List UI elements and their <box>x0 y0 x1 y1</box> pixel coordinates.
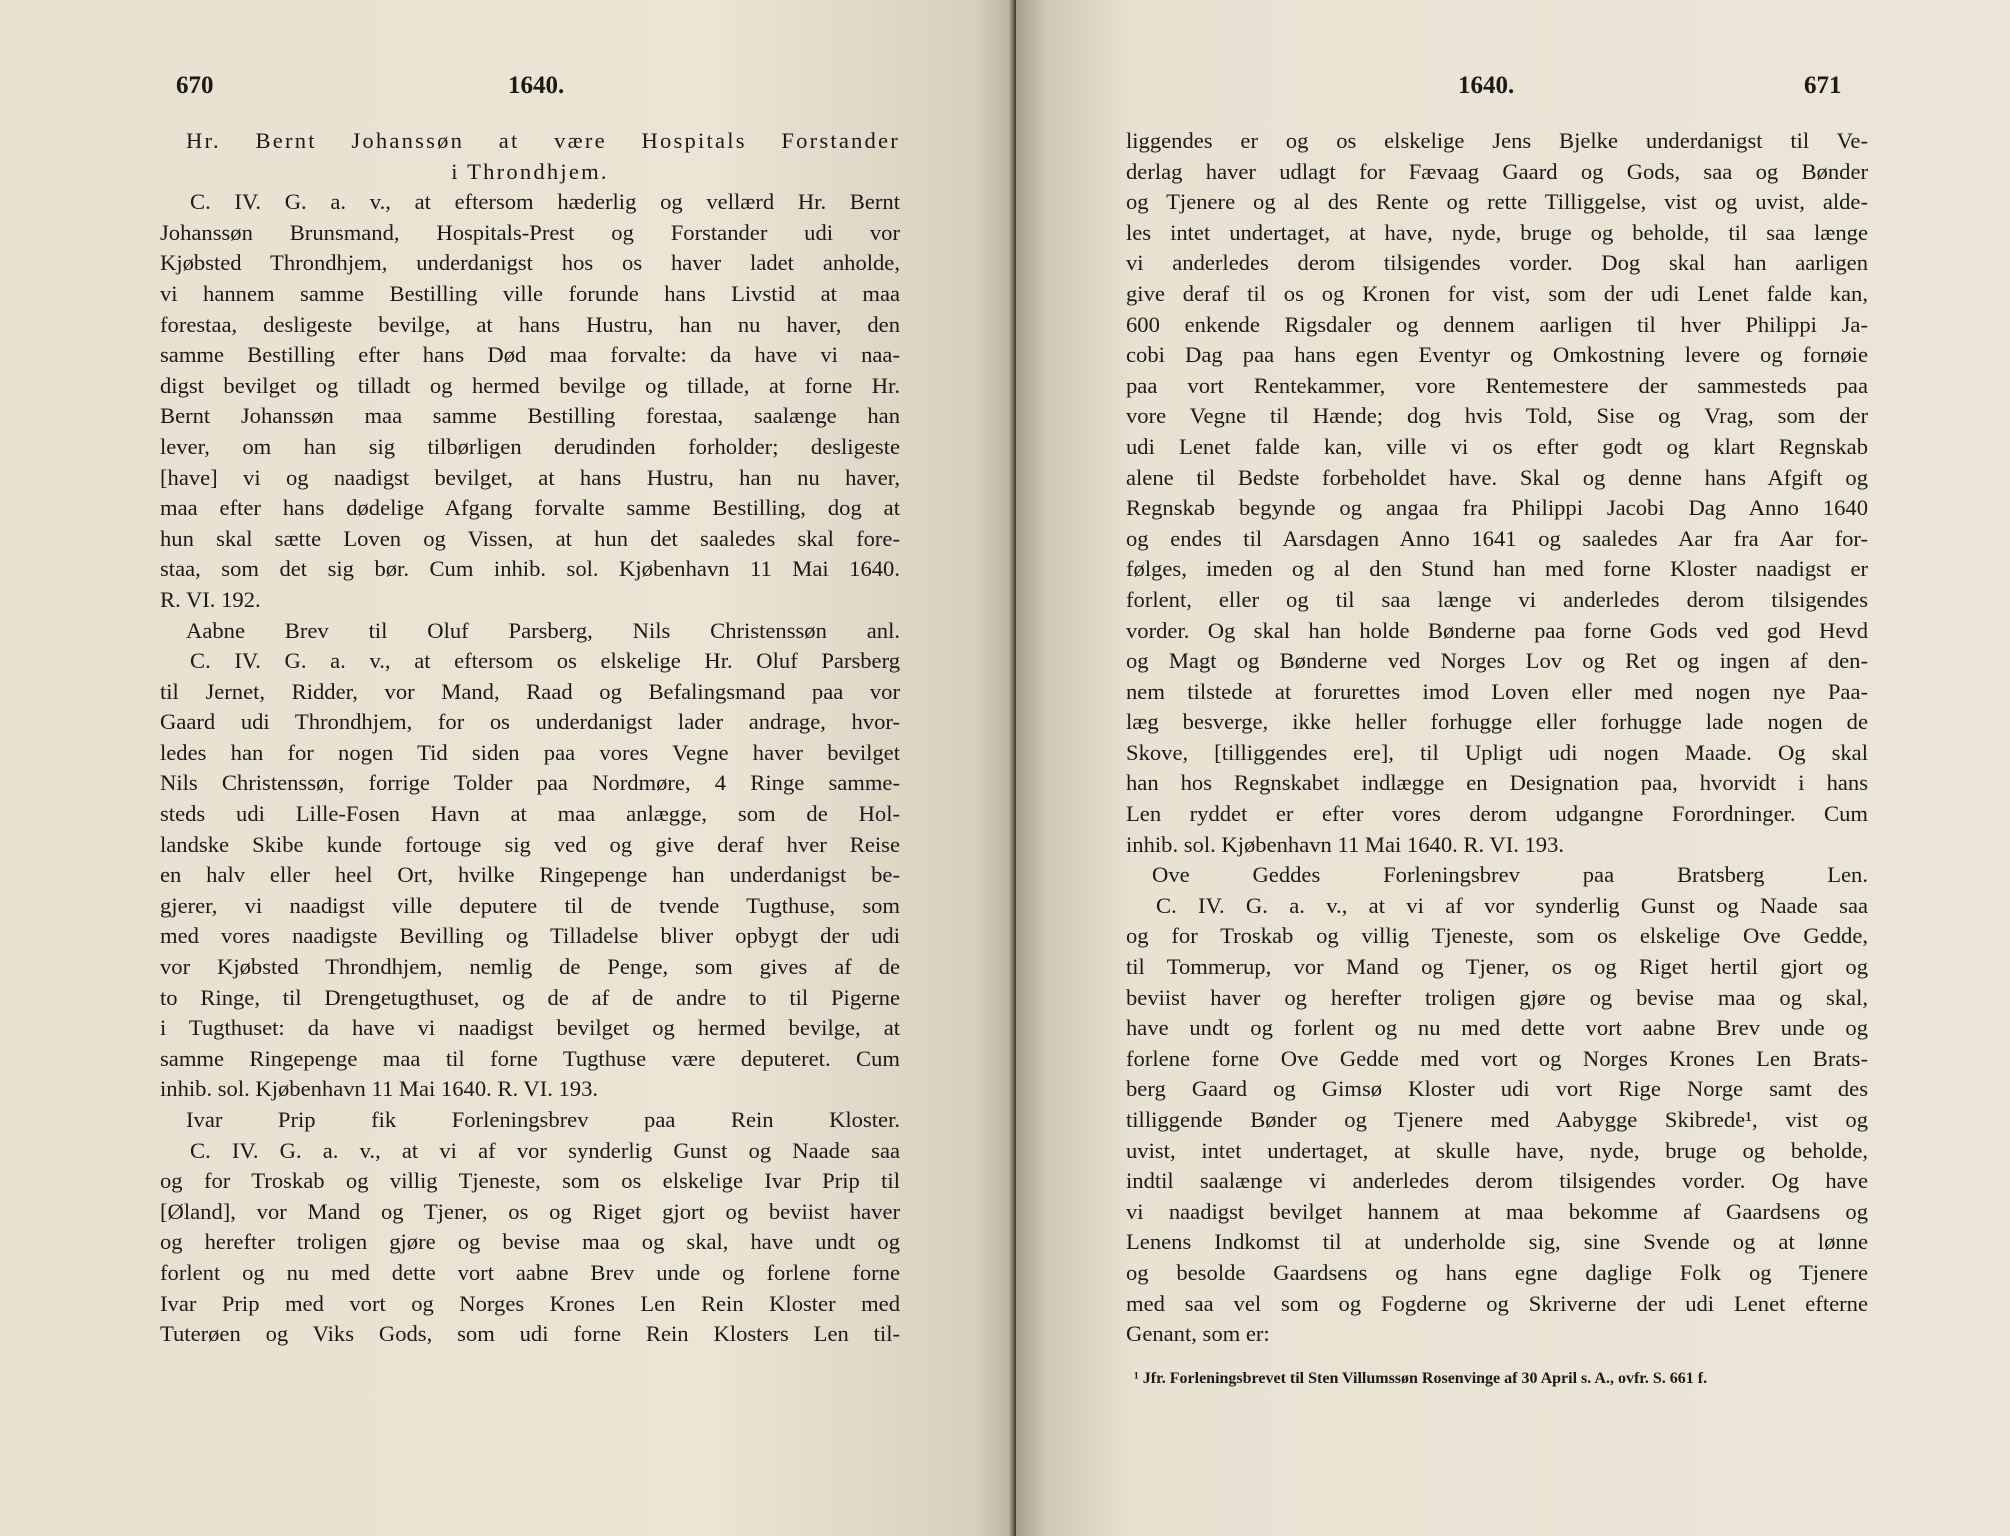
text-line: tilliggende Bønder og Tjenere med Aabygge Skibrede¹, vist og <box>1126 1107 1868 1132</box>
text-line: Aabne Brev til Oluf Parsberg, Nils Christenssøn anl. <box>186 617 900 643</box>
text-line: ledes han for nogen Tid siden paa vores Vegne haver bevilget <box>160 739 900 765</box>
text-line: C. IV. G. a. v., at eftersom hæderlig og vellærd Hr. Bernt <box>190 189 900 215</box>
text-line: Skove, [tilliggendes ere], til Upligt udi nogen Maade. Og skal <box>1126 739 1868 765</box>
text-line: Genant, som er: <box>1126 1321 1270 1347</box>
text-line: staa, som det sig bør. Cum inhib. sol. Kjøbenhavn 11 Mai 1640. <box>160 556 900 582</box>
text-line: R. VI. 192. <box>160 586 261 612</box>
text-line: Johanssøn Brunsmand, Hospitals-Prest og Forstander udi vor <box>160 219 900 245</box>
text-line: beviist haver og herefter troligen gjøre og bevise maa og skal, <box>1126 984 1868 1010</box>
text-line: indtil saalænge vi anderledes derom tilsigendes vorder. Og have <box>1126 1168 1868 1194</box>
text-line: og besolde Gaardsens og hans egne daglige Folk og Tjenere <box>1126 1259 1868 1285</box>
right-page <box>1016 0 2010 1536</box>
text-line: C. IV. G. a. v., at eftersom os elskelige Hr. Oluf Parsberg <box>190 648 900 674</box>
text-line: og Tjenere og al des Rente og rette Tilliggelse, vist og uvist, alde- <box>1126 189 1868 215</box>
page-number-left: 670 <box>176 72 214 99</box>
text-line: C. IV. G. a. v., at vi af vor synderlig Gunst og Naade saa <box>1156 892 1868 918</box>
text-line: have undt og forlent og nu med dette vort aabne Brev unde og <box>1126 1015 1868 1041</box>
text-line: med vores naadigste Bevilling og Tilladelse bliver opbygt der udi <box>160 923 900 949</box>
text-line: vi anderledes derom tilsigendes vorder. Dog skal han aarligen <box>1126 250 1868 276</box>
text-line: forlent og nu med dette vort aabne Brev unde og forlene forne <box>160 1259 900 1285</box>
text-line: 600 enkende Rigsdaler og dennem aarligen til hver Philippi Ja- <box>1126 311 1868 337</box>
footnote: ¹ Jfr. Forleningsbrevet til Sten Villumssøn Rosenvinge af 30 April s. A., ovfr. S. 661 f. <box>1134 1370 1708 1387</box>
text-line: Len ryddet er efter vores derom udgangne Forordninger. Cum <box>1126 801 1868 827</box>
text-line: cobi Dag paa hans egen Eventyr og Omkostning levere og fornøie <box>1126 342 1868 368</box>
text-line: give deraf til os og Kronen for vist, som der udi Lenet falde kan, <box>1126 280 1868 306</box>
text-line: i Tugthuset: da have vi naadigst bevilget og hermed bevilge, at <box>160 1015 900 1041</box>
text-line: derlag haver udlagt for Fævaag Gaard og Gods, saa og Bønder <box>1126 158 1868 184</box>
text-line: og for Troskab og villig Tjeneste, som os elskelige Ove Gedde, <box>1126 923 1868 949</box>
page-number-right: 671 <box>1804 72 1842 99</box>
text-line: og herefter troligen gjøre og bevise maa og skal, have undt og <box>160 1229 900 1255</box>
text-line: forlene forne Ove Gedde med vort og Norges Krones Len Brats- <box>1126 1045 1868 1071</box>
text-line: og endes til Aarsdagen Anno 1641 og saaledes Aar fra Aar for- <box>1126 525 1868 551</box>
text-line: les intet undertaget, at have, nyde, bruge og beholde, til saa længe <box>1126 219 1868 245</box>
right-text-column <box>1126 126 1868 1350</box>
text-line: følges, imeden og al den Stund han med forne Kloster naadigst er <box>1126 556 1868 582</box>
text-line: [Øland], vor Mand og Tjener, os og Riget gjort og beviist haver <box>160 1198 900 1224</box>
text-line: Ivar Prip med vort og Norges Krones Len Rein Kloster med <box>160 1290 900 1316</box>
text-line: [have] vi og naadigst bevilget, at hans Hustru, han nu haver, <box>160 464 900 490</box>
text-line: Regnskab begynde og angaa fra Philippi Jacobi Dag Anno 1640 <box>1126 495 1868 521</box>
text-line: steds udi Lille-Fosen Havn at maa anlægge, som de Hol- <box>160 801 900 827</box>
text-line: forlent, eller og til saa længe vi anderledes derom tilsigendes <box>1126 586 1868 612</box>
text-line: med saa vel som og Fogderne og Skriverne der udi Lenet efterne <box>1126 1290 1868 1316</box>
text-line: gjerer, vi naadigst ville deputere til de tvende Tugthuse, som <box>160 892 900 918</box>
text-line: Nils Christenssøn, forrige Tolder paa Nordmøre, 4 Ringe samme- <box>160 770 900 796</box>
text-line: vorder. Og skal han holde Bønderne paa forne Gods ved god Hevd <box>1126 617 1868 643</box>
text-line: han hos Regnskabet indlægge en Designation paa, hvorvidt i hans <box>1126 770 1868 796</box>
text-line: Tuterøen og Viks Gods, som udi forne Rein Klosters Len til- <box>160 1321 900 1347</box>
text-line: alene til Bedste forbeholdet have. Skal og denne hans Afgift og <box>1126 464 1868 490</box>
text-line: udi Lenet falde kan, ville vi os efter godt og klart Regnskab <box>1126 433 1868 459</box>
text-line: liggendes er og os elskelige Jens Bjelke underdanigst til Ve- <box>1126 128 1868 153</box>
text-line: vore Vegne til Hænde; dog hvis Told, Sise og Vrag, som der <box>1126 403 1868 429</box>
text-line: berg Gaard og Gimsø Kloster udi vort Rige Norge samt des <box>1126 1076 1868 1102</box>
text-line: uvist, intet undertaget, at skulle have, nyde, bruge og beholde, <box>1126 1137 1868 1163</box>
text-line: vi naadigst bevilget hannem at maa bekomme af Gaardsens og <box>1126 1198 1868 1224</box>
text-line: paa vort Rentekammer, vore Rentemestere der sammesteds paa <box>1126 372 1868 398</box>
text-line: maa efter hans dødelige Afgang forvalte samme Bestilling, dog at <box>160 495 900 521</box>
text-line: forestaa, desligeste bevilge, at hans Hustru, han nu haver, den <box>160 311 900 337</box>
text-line: C. IV. G. a. v., at vi af vor synderlig Gunst og Naade saa <box>190 1137 900 1163</box>
text-line: Hr. Bernt Johanssøn at være Hospitals Forstander <box>186 128 900 153</box>
text-line: landske Skibe kunde fortouge sig ved og give deraf hver Reise <box>160 831 900 857</box>
year-header-left: 1640. <box>508 72 565 99</box>
text-line: Bernt Johanssøn maa samme Bestilling forestaa, saalænge han <box>160 403 900 429</box>
text-line: en halv eller heel Ort, hvilke Ringepenge han underdanigst be- <box>160 862 900 888</box>
text-line: og Magt og Bønderne ved Norges Lov og Ret og ingen af den- <box>1126 648 1868 674</box>
text-line: til Jernet, Ridder, vor Mand, Raad og Befalingsmand paa vor <box>160 678 900 704</box>
text-line: Kjøbsted Throndhjem, underdanigst hos os haver ladet anholde, <box>160 250 900 276</box>
text-line: inhib. sol. Kjøbenhavn 11 Mai 1640. R. VI. 193. <box>160 1076 599 1102</box>
text-line: Gaard udi Throndhjem, for os underdanigst lader andrage, hvor- <box>160 709 900 735</box>
text-line: og for Troskab og villig Tjeneste, som os elskelige Ivar Prip til <box>160 1168 900 1194</box>
text-line: Lenens Indkomst til at underholde sig, sine Svende og at lønne <box>1126 1229 1868 1255</box>
text-line: samme Ringepenge maa til forne Tugthuse være deputeret. Cum <box>160 1045 900 1071</box>
text-line: nem tilstede at forurettes imod Loven eller med nogen nye Paa- <box>1126 678 1868 704</box>
text-line: samme Bestilling efter hans Død maa forvalte: da have vi naa- <box>160 342 900 368</box>
text-line: Ivar Prip fik Forleningsbrev paa Rein Kloster. <box>186 1107 900 1132</box>
text-line: digst bevilget og tilladt og hermed bevilge og tillade, at forne Hr. <box>160 372 900 398</box>
year-header-right: 1640. <box>1458 72 1515 99</box>
text-line: lever, om han sig tilbørligen derudinden forholder; desligeste <box>160 433 900 459</box>
text-line: i Throndhjem. <box>451 158 609 184</box>
text-line: læg besverge, ikke heller forhugge eller forhugge lade nogen de <box>1126 709 1868 735</box>
text-line: vor Kjøbsted Throndhjem, nemlig de Penge, som gives af de <box>160 954 900 980</box>
text-line: hun skal sætte Loven og Vissen, at hun det saaledes skal fore- <box>160 525 900 551</box>
text-line: til Tommerup, vor Mand og Tjener, os og Riget hertil gjort og <box>1126 954 1868 980</box>
text-line: to Ringe, til Drengetugthuset, og de af de andre to til Pigerne <box>160 984 900 1010</box>
text-line: Ove Geddes Forleningsbrev paa Bratsberg Len. <box>1152 862 1868 888</box>
left-text-column <box>160 126 900 1350</box>
text-line: vi hannem samme Bestilling ville forunde hans Livstid at maa <box>160 280 900 306</box>
text-line: inhib. sol. Kjøbenhavn 11 Mai 1640. R. VI. 193. <box>1126 831 1565 857</box>
